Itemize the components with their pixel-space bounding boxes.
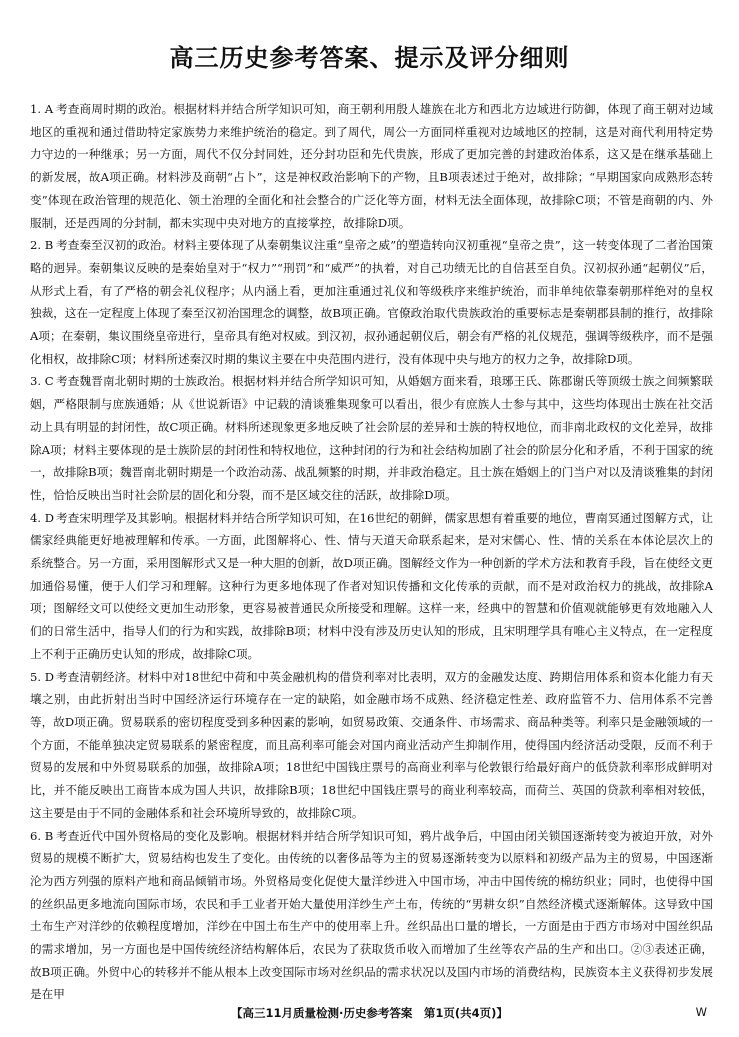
answer-text: 考查魏晋南北朝时期的士族政治。根据材料并结合所学知识可知，从婚姻方面来看，琅琊王氏、陈郡谢氏等顶级士族之间频繁联姻，严格限制与庶族通婚；从《世说新语》中记载的清谈雅集现象可以看出，很少有庶族人士参与其中，这些均体现出士族在社交活动上具有明显的封闭性，故C项正确。材料所述现象更多地反映了社会阶层的差异和士族的特权地位，而非南北政权的文化差异，故排除A项；材料主要体现的是士族阶层的封闭性和特权地位，这种封闭的行为和社会结构加剧了社会的阶层分化和矛盾，不利于国家的统一，故排除B项；魏晋南北朝时期是一个政治动荡、战乱频繁的时期，并非政治稳定。且士族在婚姻上的门当户对以及清谈雅集的封闭性，恰恰反映出当时社会阶层的固化和分裂，而不是区域交往的活跃，故排除D项。 (30, 374, 713, 502)
answer-text: 考查近代中国外贸格局的变化及影响。根据材料并结合所学知识可知，鸦片战争后，中国由闭关锁国逐渐转变为被迫开放，对外贸易的规模不断扩大，贸易结构也发生了变化。由传统的以奢侈品等为主的贸易逐渐转变为以原料和初级产品为主的贸易，中国逐渐沦为西方列强的原料产地和商品倾销市场。外贸格局变化促使大量洋纱进入中国市场，冲击中国传统的棉纺织业；同时，也使得中国的丝织品更多地流向国际市场，农民和手工业者开始大量使用洋纱生产土布，传统的“男耕女织”自然经济模式逐渐解体。这导致中国土布生产对洋纱的依赖程度增加，洋纱在中国土布生产中的使用率上升。丝织品出口量的增长，一方面是由于西方市场对中国丝织品的需求增加，另一方面也是中国传统经济结构解体后，农民为了获取货币收入而增加了生丝等农产品的生产和出口。②③表述正确，故B项正确。外贸中心的转移并不能从根本上改变国际市场对丝织品的需求状况以及国内市场的消费结构，民族资本主义获得初步发展是在甲 (30, 828, 713, 1002)
footer-page-info: 【高三11月质量检测·历史参考答案 第1页(共4页)】 (231, 1006, 508, 1020)
answer-number: 1. A (30, 102, 54, 116)
answer-item (30, 825, 713, 1007)
answer-number: 3. C (30, 374, 54, 389)
answer-text: 考查清朝经济。材料中对18世纪中荷和中英金融机构的借贷利率对比表明，双方的金融发达度、跨期信用体系和资本化能力有天壤之别，由此折射出当时中国经济运行环境存在一定的缺陷，如金融市场不成熟、经济稳定性差、政府监管不力、信用体系不完善等，故D项正确。贸易联系的密切程度受到多种因素的影响，如贸易政策、交通条件、市场需求、商品种类等。利率只是金融领域的一个方面，不能单独决定贸易联系的紧密程度，而且高利率可能会对国内商业活动产生抑制作用，使得国内经济活动受限，反而不利于贸易的发展和中外贸易联系的加强，故排除A项；18世纪中国钱庄票号的高商业利率与伦敦银行给最好商户的低贷款利率形成鲜明对比，并不能反映出工商皆本成为国人共识，故排除B项；18世纪中国钱庄票号的商业利率较高，而荷兰、英国的贷款利率相对较低，这主要是由于不同的金融体系和社会环境所导致的，故排除C项。 (30, 669, 713, 820)
footer-version-mark: W (695, 1005, 707, 1019)
answer-item (30, 507, 713, 666)
answer-item (30, 666, 713, 825)
answer-text: 考查宋明理学及其影响。根据材料并结合所学知识可知，在16世纪的朝鲜，儒家思想有着重要的地位，曹南冥通过图解方式，让儒家经典能更好地被理解和传承。一方面，此图解将心、性、情与天道天命联系起来，是对宋儒心、性、情的关系在本体论层次上的系统整合。另一方面，采用图解形式又是一种大胆的创新，故D项正确。图解经文作为一种创新的学术方法和教育手段，旨在使经文更加通俗易懂，便于人们学习和理解。这种行为更多地体现了作者对知识传播和文化传承的贡献，而不是对政治权力的挑战，故排除A项；图解经文可以使经文更加生动形象，更容易被普通民众所接受和理解。这样一来，经典中的智慧和价值观就能够更有效地融入人们的日常生活中，指导人们的行为和实践，故排除B项；材料中没有涉及历史认知的形成，且宋明理学具有唯心主义特点，在一定程度上不利于正确历史认知的形成，故排除C项。 (30, 510, 713, 661)
page-footer (0, 1005, 739, 1023)
answer-number: 6. B (30, 828, 54, 843)
answer-number: 5. D (30, 669, 55, 684)
answer-list (30, 98, 713, 1006)
answer-text: 考查秦至汉初的政治。材料主要体现了从秦朝集议注重“皇帝之威”的塑造转向汉初重视“皇帝之贵”，这一转变体现了二者治国策略的迥异。秦朝集议反映的是秦始皇对于“权力”“刑罚”和“威严”的执着，对自己功绩无比的自信甚至自负。汉初叔孙通“起朝仪”后，从形式上看，有了严格的朝会礼仪程序；从内涵上看，更加注重通过礼仪和等级秩序来维护统治，而非单纯依靠秦朝那样绝对的皇权独裁，这在一定程度上体现了秦至汉初治国理念的调整，故B项正确。官僚政治取代贵族政治的重要标志是秦朝郡县制的推行，故排除A项；在秦朝，集议围绕皇帝进行，皇帝具有绝对权威。到汉初，叔孙通起朝仪后，朝会有严格的礼仪规范，强调等级秩序，而不是强化相权，故排除C项；材料所述秦汉时期的集议主要在中央范围内进行，没有体现中央与地方的权力之争，故排除D项。 (30, 238, 713, 366)
answer-number: 4. D (30, 510, 55, 525)
page-title: 高三历史参考答案、提示及评分细则 (169, 44, 570, 72)
answer-item (30, 98, 713, 234)
answer-item (30, 370, 713, 506)
answer-number: 2. B (30, 238, 54, 253)
answer-item (30, 234, 713, 370)
answer-text: 考查商周时期的政治。根据材料并结合所学知识可知，商王朝利用殷人雄族在北方和西北方边域进行防御，体现了商王朝对边域地区的重视和通过借助特定家族势力来维护统治的稳定。到了周代，周公一方面同样重视对边域地区的控制，这是对商代利用特定势力守边的一种继承；另一方面，周代不仅分封同姓，还分封功臣和先代贵族，形成了更加完善的封建政治体系，这又是在继承基础上的新发展，故A项正确。材料涉及商朝“占卜”，这是神权政治影响下的产物，且B项表述过于绝对，故排除；“早期国家向成熟形态转变”体现在政治管理的规范化、领土治理的全面化和社会整合的广泛化等方面，材料无法全面体现，故排除C项；不管是商朝的内、外服制，还是西周的分封制，都未实现中央对地方的直接掌控，故排除D项。 (30, 102, 713, 230)
